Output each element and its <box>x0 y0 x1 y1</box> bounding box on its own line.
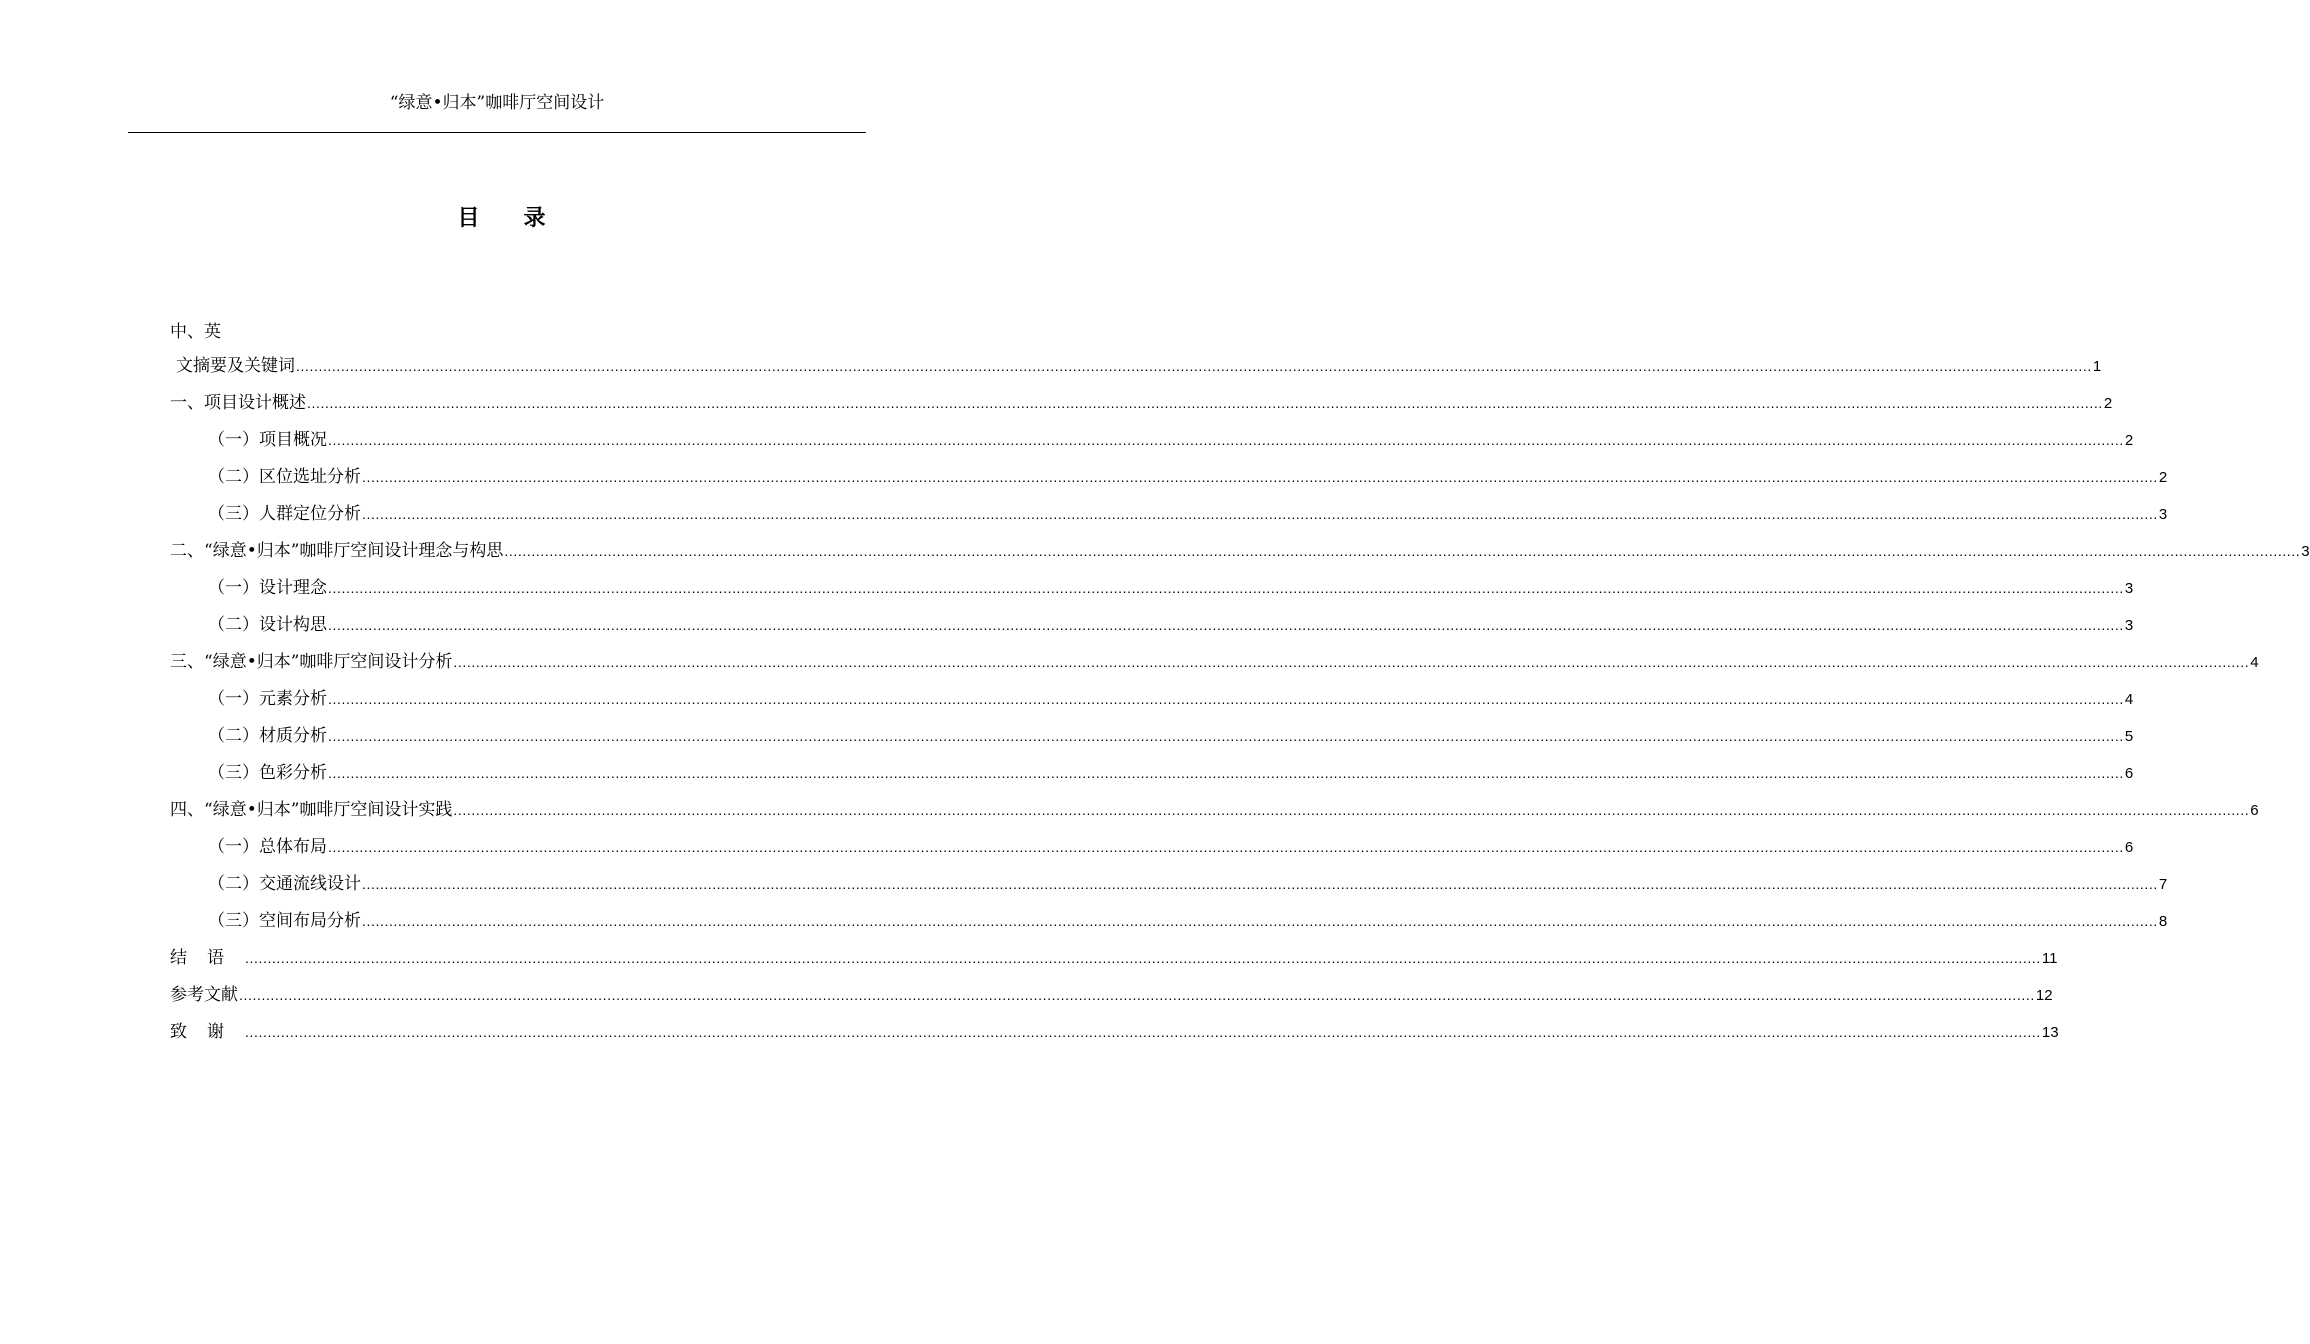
toc-entry-label: （一）项目概况 <box>208 430 327 450</box>
toc-entry-label: 三、“绿意•归本”咖啡厅空间设计分析 <box>170 652 453 672</box>
toc-title <box>0 200 1005 236</box>
toc-leader-dots: ................................................................................................................................................................................................................................................................................................................................................................................................................ <box>296 358 2092 374</box>
toc-pre-line: 中、英 <box>170 322 221 342</box>
toc-entry-page: 8 <box>2158 913 2168 930</box>
toc-entry[interactable] <box>170 650 2259 687</box>
toc-entry-label: （二）区位选址分析 <box>208 467 361 487</box>
toc-entry[interactable] <box>170 761 2134 798</box>
toc-entry-page: 3 <box>2158 506 2168 523</box>
toc-entry-label: （三）人群定位分析 <box>208 504 361 524</box>
toc-entry-page: 6 <box>2124 839 2134 856</box>
toc-entry-label: （二）设计构思 <box>208 615 327 635</box>
toc-entry-page: 2 <box>2124 432 2134 449</box>
toc-entry-page: 13 <box>2041 1024 2059 1041</box>
toc-entry[interactable] <box>170 946 2058 983</box>
toc-title-char-1: 目 <box>457 205 482 231</box>
toc-entry-label: （三）空间布局分析 <box>208 911 361 931</box>
toc-leader-dots: ................................................................................................................................................................................................................................................................................................................................................................................................................ <box>307 395 2103 411</box>
toc-entry[interactable] <box>170 798 2259 835</box>
toc-entry-label: （一）总体布局 <box>208 837 327 857</box>
toc-entry[interactable] <box>170 872 2168 909</box>
toc-leader-dots: ................................................................................................................................................................................................................................................................................................................................................................................................................ <box>328 432 2124 448</box>
toc-entry[interactable] <box>170 835 2134 872</box>
toc-entry-page: 3 <box>2301 543 2310 560</box>
toc-entry-label: （三）色彩分析 <box>208 763 327 783</box>
toc-entry[interactable] <box>170 465 2168 502</box>
toc-entry-page: 6 <box>2124 765 2134 782</box>
toc-leader-dots: ................................................................................................................................................................................................................................................................................................................................................................................................................ <box>328 617 2124 633</box>
toc-leader-dots: ................................................................................................................................................................................................................................................................................................................................................................................................................ <box>504 543 2301 559</box>
toc-entry-page: 4 <box>2250 654 2259 671</box>
toc-entry-page: 1 <box>2092 358 2102 375</box>
running-header: “绿意•归本”咖啡厅空间设计 <box>389 93 605 113</box>
toc-leader-dots: ................................................................................................................................................................................................................................................................................................................................................................................................................ <box>453 802 2250 818</box>
toc-entry-label: 致谢 <box>170 1022 244 1042</box>
toc-entry-label: 参考文献 <box>170 985 238 1005</box>
toc-leader-dots: ................................................................................................................................................................................................................................................................................................................................................................................................................ <box>245 1024 2041 1040</box>
toc-entry[interactable] <box>170 724 2134 761</box>
toc-leader-dots: ................................................................................................................................................................................................................................................................................................................................................................................................................ <box>362 469 2158 485</box>
toc-entry-label: （一）设计理念 <box>208 578 327 598</box>
toc-list <box>170 354 2310 1057</box>
toc-leader-dots: ................................................................................................................................................................................................................................................................................................................................................................................................................ <box>362 506 2158 522</box>
toc-entry-page: 6 <box>2250 802 2259 819</box>
toc-leader-dots: ................................................................................................................................................................................................................................................................................................................................................................................................................ <box>328 765 2124 781</box>
toc-entry[interactable] <box>170 613 2134 650</box>
toc-entry-page: 2 <box>2103 395 2113 412</box>
toc-entry-label: （二）材质分析 <box>208 726 327 746</box>
toc-entry-page: 3 <box>2124 617 2134 634</box>
toc-entry-label: 二、“绿意•归本”咖啡厅空间设计理念与构思 <box>170 541 504 561</box>
toc-entry-label: （二）交通流线设计 <box>208 874 361 894</box>
toc-leader-dots: ................................................................................................................................................................................................................................................................................................................................................................................................................ <box>362 913 2158 929</box>
toc-leader-dots: ................................................................................................................................................................................................................................................................................................................................................................................................................ <box>239 987 2035 1003</box>
toc-leader-dots: ................................................................................................................................................................................................................................................................................................................................................................................................................ <box>453 654 2250 670</box>
toc-leader-dots: ................................................................................................................................................................................................................................................................................................................................................................................................................ <box>328 580 2124 596</box>
toc-entry[interactable] <box>170 687 2134 724</box>
toc-entry-page: 5 <box>2124 728 2134 745</box>
toc-title-char-2: 录 <box>523 205 548 231</box>
toc-leader-dots: ................................................................................................................................................................................................................................................................................................................................................................................................................ <box>328 728 2124 744</box>
toc-entry[interactable] <box>170 576 2134 613</box>
toc-entry-page: 3 <box>2124 580 2134 597</box>
toc-entry[interactable] <box>170 909 2168 946</box>
toc-entry[interactable] <box>170 1020 2059 1057</box>
toc-entry[interactable] <box>170 983 2053 1020</box>
toc-leader-dots: ................................................................................................................................................................................................................................................................................................................................................................................................................ <box>362 876 2158 892</box>
header-divider <box>128 132 866 133</box>
toc-entry-label: 文摘要及关键词 <box>176 356 295 376</box>
toc-entry[interactable] <box>170 428 2134 465</box>
toc-entry[interactable] <box>170 354 2102 391</box>
toc-leader-dots: ................................................................................................................................................................................................................................................................................................................................................................................................................ <box>328 839 2124 855</box>
toc-entry[interactable] <box>170 391 2113 428</box>
toc-entry-page: 7 <box>2158 876 2168 893</box>
toc-entry-page: 4 <box>2124 691 2134 708</box>
toc-entry-label: 一、项目设计概述 <box>170 393 306 413</box>
toc-entry[interactable] <box>170 502 2168 539</box>
toc-entry[interactable] <box>170 539 2310 576</box>
toc-leader-dots: ................................................................................................................................................................................................................................................................................................................................................................................................................ <box>328 691 2124 707</box>
toc-entry-page: 2 <box>2158 469 2168 486</box>
toc-entry-label: 四、“绿意•归本”咖啡厅空间设计实践 <box>170 800 453 820</box>
toc-leader-dots: ................................................................................................................................................................................................................................................................................................................................................................................................................ <box>245 950 2041 966</box>
toc-entry-page: 11 <box>2041 950 2058 967</box>
toc-entry-label: 结语 <box>170 948 244 968</box>
toc-entry-label: （一）元素分析 <box>208 689 327 709</box>
toc-entry-page: 12 <box>2035 987 2053 1004</box>
